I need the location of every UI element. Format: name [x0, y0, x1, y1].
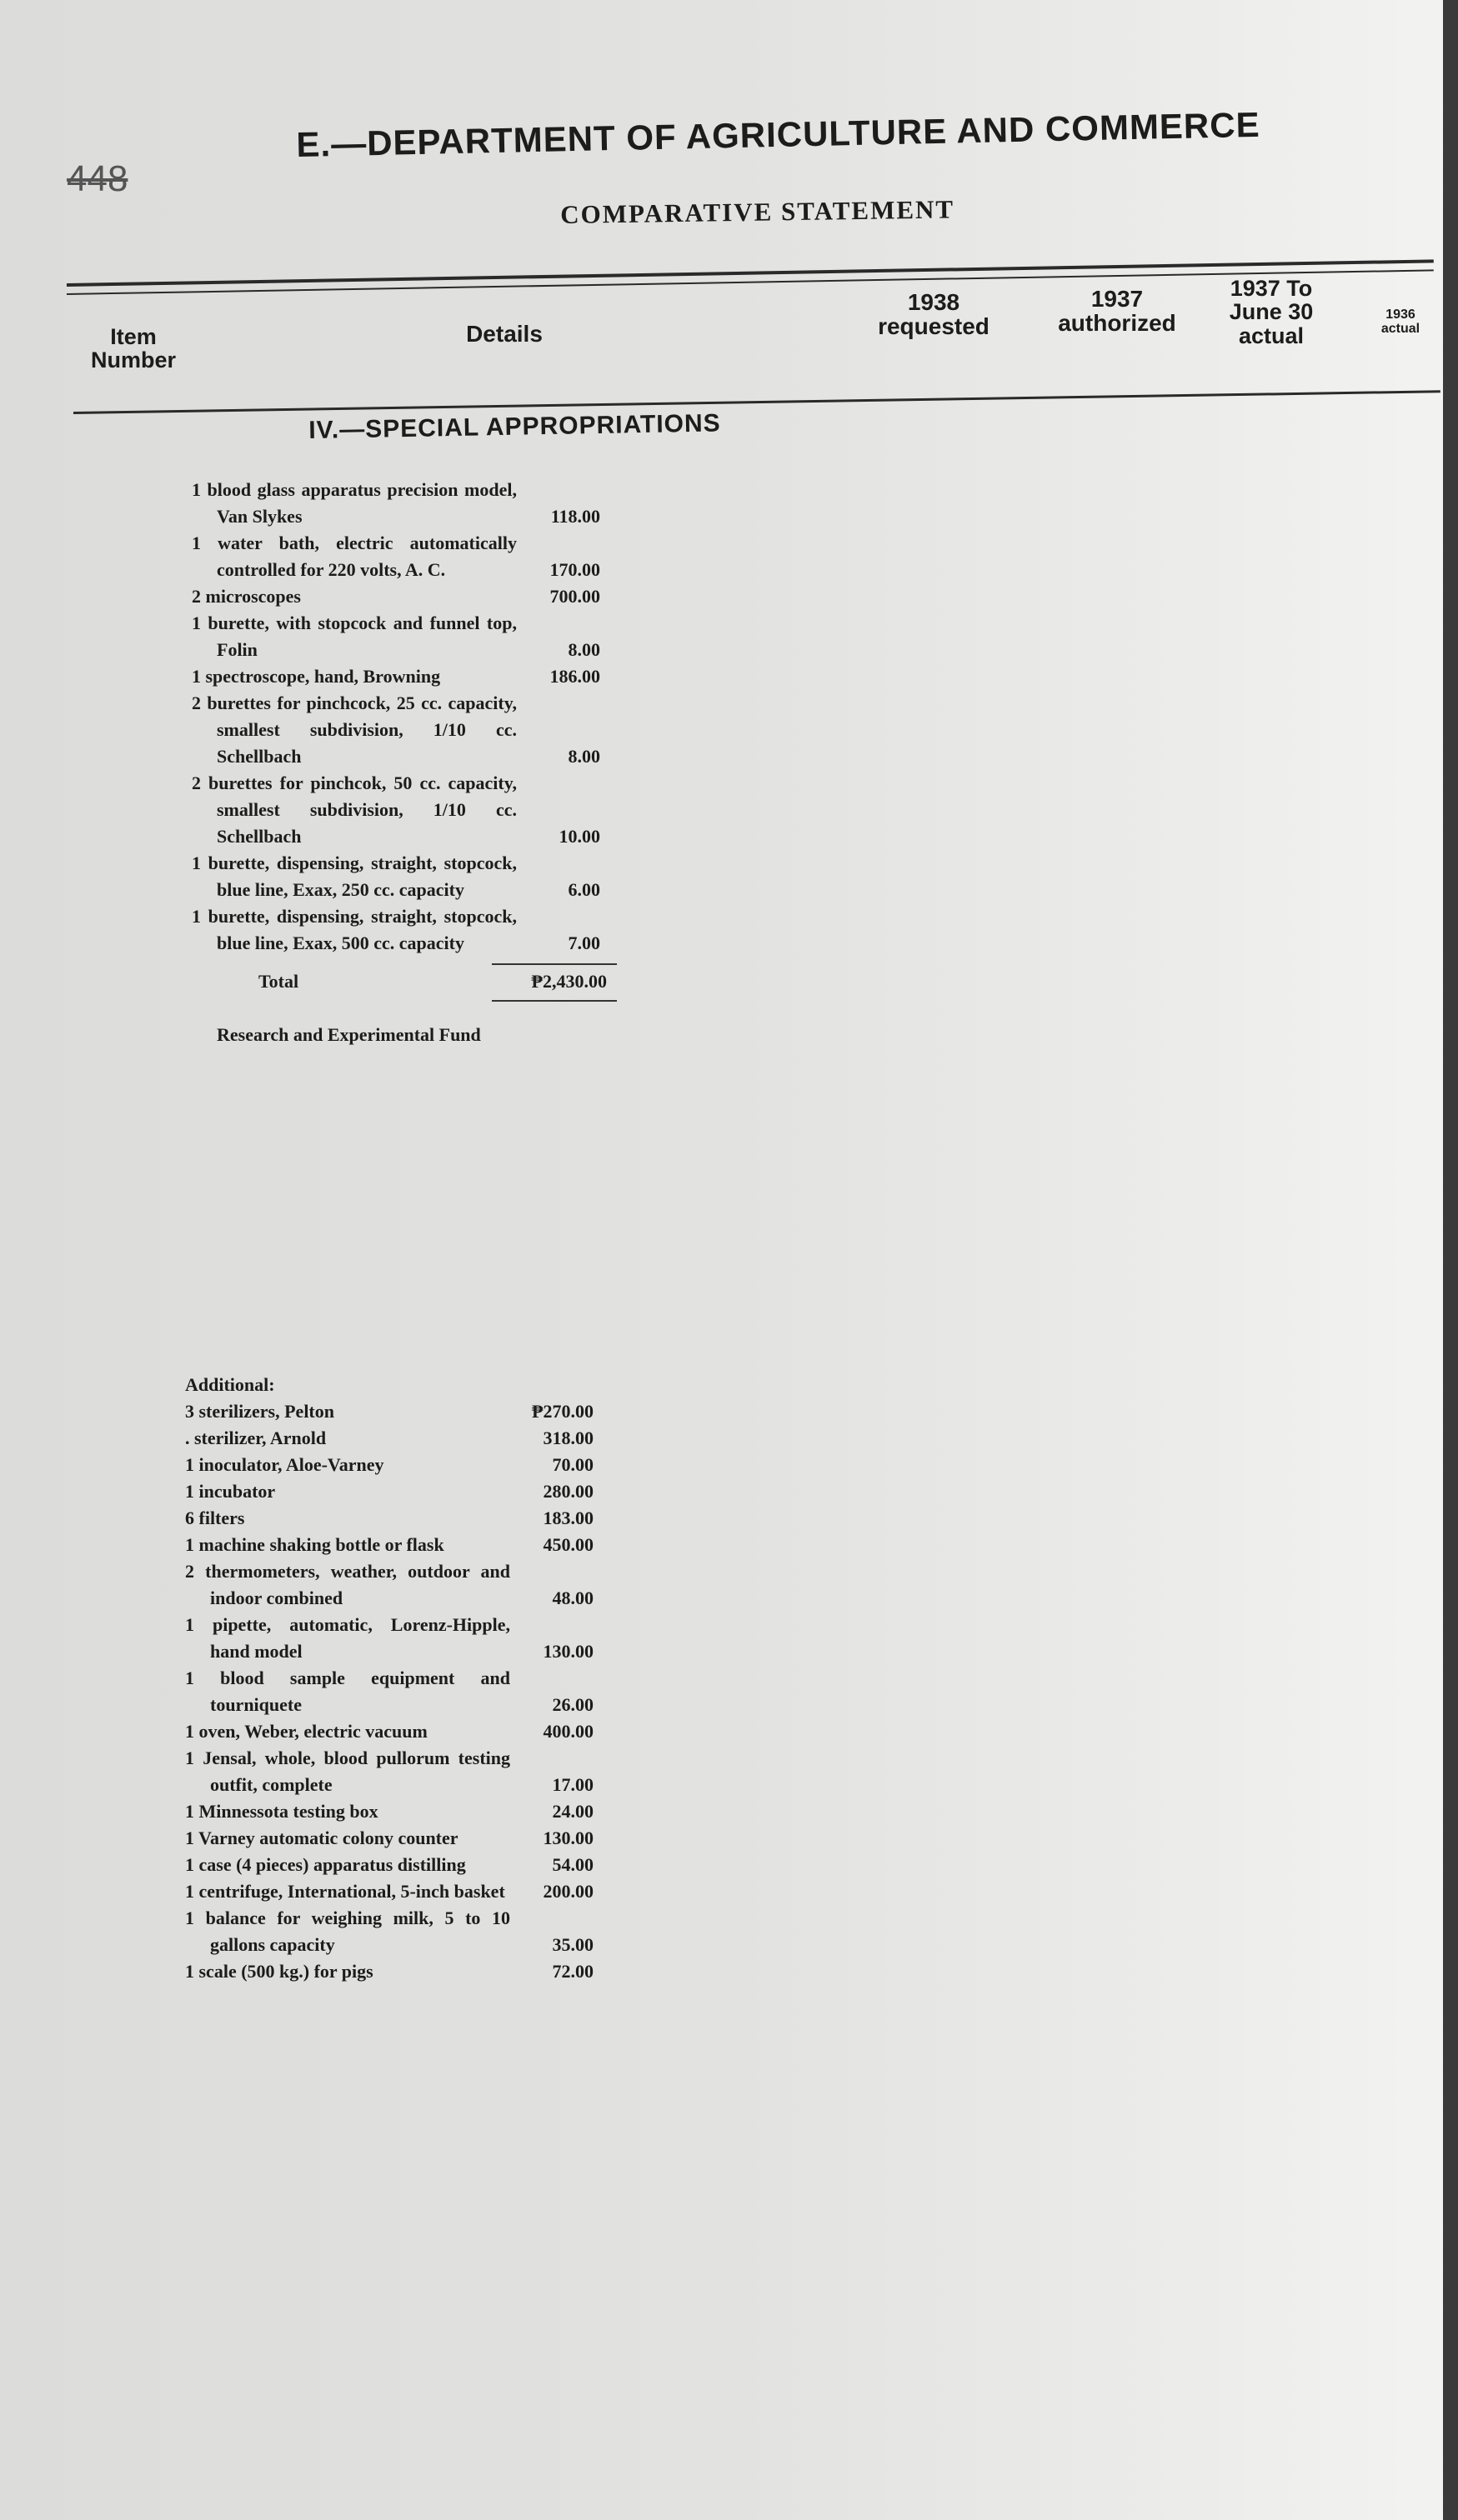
item-description: 1 machine shaking bottle or flask	[185, 1534, 444, 1555]
item-amount: 8.00	[568, 746, 600, 767]
item-description: 1 scale (500 kg.) for pigs	[185, 1961, 373, 1982]
item-description: 3 sterilizers, Pelton	[185, 1401, 334, 1422]
list-item	[192, 477, 617, 530]
list-item	[192, 770, 617, 850]
additional-label: Additional:	[185, 1374, 275, 1395]
item-description: 2 burettes for pinchcok, 50 cc. capacity, smallest subdivision, 1/10 cc. Schellbach	[192, 772, 517, 847]
special-appropriations-list	[192, 477, 617, 1048]
page-number: 448	[67, 158, 128, 199]
item-amount: 6.00	[568, 879, 600, 900]
list-item	[185, 1425, 610, 1452]
list-item	[185, 1665, 610, 1718]
item-description: 1 burette, with stopcock and funnel top, Folin	[192, 612, 517, 660]
item-description: 1 oven, Weber, electric vacuum	[185, 1721, 428, 1742]
item-amount: 24.00	[552, 1801, 594, 1822]
total-row	[192, 968, 617, 995]
item-description: 1 burette, dispensing, straight, stopcock, blue line, Exax, 250 cc. capacity	[192, 852, 517, 900]
list-item	[192, 530, 617, 583]
list-item	[185, 1958, 610, 1985]
item-amount: 280.00	[543, 1481, 594, 1502]
section-title: IV.—SPECIAL APPROPRIATIONS	[308, 409, 721, 444]
header-details: Details	[466, 321, 543, 347]
list-item	[185, 1905, 610, 1958]
item-amount: 35.00	[552, 1934, 594, 1955]
item-amount: 318.00	[543, 1428, 594, 1448]
item-description: 1 inoculator, Aloe-Varney	[185, 1454, 384, 1475]
list-item	[185, 1398, 610, 1425]
item-description: 2 microscopes	[192, 586, 301, 607]
list-item	[185, 1505, 610, 1532]
scan-edge	[1443, 0, 1458, 2520]
list-item	[185, 1878, 610, 1905]
item-description: 1 blood glass apparatus precision model, Van Slykes	[192, 479, 517, 527]
list-item	[192, 690, 617, 770]
item-description: 1 balance for weighing milk, 5 to 10 gallons capacity	[185, 1908, 510, 1955]
header-1937-june-actual: 1937 To June 30 actual	[1229, 276, 1314, 348]
item-amount: 183.00	[543, 1508, 594, 1528]
item-amount: ₱270.00	[532, 1401, 594, 1422]
item-amount: 170.00	[549, 559, 600, 580]
item-amount: 450.00	[543, 1534, 594, 1555]
total-top-rule	[492, 963, 617, 965]
item-description: 1 Varney automatic colony counter	[185, 1828, 458, 1848]
list-item	[185, 1745, 610, 1798]
total-label: Total	[258, 971, 299, 992]
item-description: 1 Minnessota testing box	[185, 1801, 378, 1822]
list-item	[185, 1478, 610, 1505]
header-item-number: Item Number	[90, 324, 176, 373]
item-amount: 130.00	[543, 1828, 594, 1848]
list-item	[185, 1452, 610, 1478]
list-item	[185, 1532, 610, 1558]
item-amount: 10.00	[559, 826, 600, 847]
item-amount: 700.00	[549, 586, 600, 607]
item-amount: 130.00	[543, 1641, 594, 1662]
fund-title: Research and Experimental Fund	[217, 1024, 481, 1045]
item-description: . sterilizer, Arnold	[185, 1428, 327, 1448]
list-item	[185, 1798, 610, 1825]
item-description: 6 filters	[185, 1508, 245, 1528]
item-description: 1 pipette, automatic, Lorenz-Hipple, hand model	[185, 1614, 510, 1662]
list-item	[185, 1718, 610, 1745]
list-item	[192, 663, 617, 690]
item-amount: 7.00	[568, 932, 600, 953]
list-item	[185, 1825, 610, 1852]
item-amount: 54.00	[552, 1854, 594, 1875]
header-1937-authorized: 1937 authorized	[1058, 286, 1176, 337]
item-amount: 118.00	[550, 506, 600, 527]
item-amount: 48.00	[552, 1588, 594, 1608]
item-description: 2 thermometers, weather, outdoor and indoor combined	[185, 1561, 510, 1608]
item-amount: 70.00	[552, 1454, 594, 1475]
item-description: 1 centrifuge, International, 5-inch basket	[185, 1881, 505, 1902]
header-bottom-rule	[73, 390, 1440, 414]
item-amount: 72.00	[552, 1961, 594, 1982]
item-description: 1 water bath, electric automatically controlled for 220 volts, A. C.	[192, 532, 517, 580]
item-amount: 8.00	[568, 639, 600, 660]
item-description: 1 Jensal, whole, blood pullorum testing outfit, complete	[185, 1748, 510, 1795]
list-item	[192, 583, 617, 610]
item-amount: 26.00	[552, 1694, 594, 1715]
item-amount: 17.00	[552, 1774, 594, 1795]
list-item	[192, 903, 617, 957]
statement-title: COMPARATIVE STATEMENT	[560, 194, 955, 229]
department-title: E.—DEPARTMENT OF AGRICULTURE AND COMMERCE	[296, 104, 1261, 164]
item-description: 1 blood sample equipment and tourniquete	[185, 1668, 510, 1715]
list-item	[192, 610, 617, 663]
header-1938-requested: 1938 requested	[878, 289, 990, 340]
item-amount: 400.00	[543, 1721, 594, 1742]
list-item	[185, 1852, 610, 1878]
list-item	[185, 1612, 610, 1665]
item-description: 1 case (4 pieces) apparatus distilling	[185, 1854, 466, 1875]
research-fund-list	[185, 1360, 610, 1985]
header-1936-actual: 1936 actual	[1380, 308, 1420, 336]
total-bottom-rule	[492, 1000, 617, 1002]
item-description: 1 spectroscope, hand, Browning	[192, 666, 441, 687]
total-amount: ₱2,430.00	[531, 971, 607, 992]
item-description: 1 incubator	[185, 1481, 276, 1502]
item-amount: 200.00	[543, 1881, 594, 1902]
item-description: 1 burette, dispensing, straight, stopcock, blue line, Exax, 500 cc. capacity	[192, 906, 517, 953]
list-item	[185, 1558, 610, 1612]
item-description: 2 burettes for pinchcock, 25 cc. capacity, smallest subdivision, 1/10 cc. Schellbach	[192, 692, 517, 767]
item-amount: 186.00	[549, 666, 600, 687]
list-item	[192, 850, 617, 903]
